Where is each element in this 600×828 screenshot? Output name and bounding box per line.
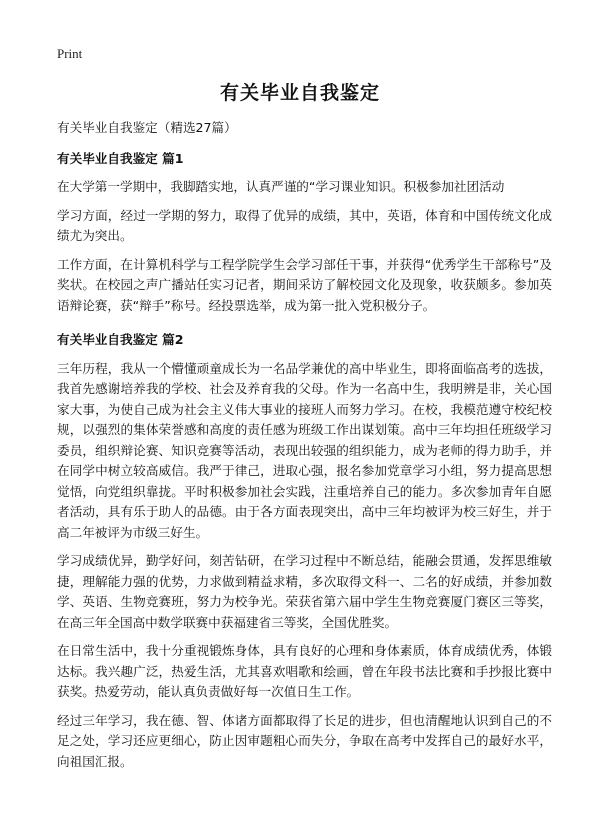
paragraph: 经过三年学习，我在德、智、体诸方面都取得了长足的进步，但也清醒地认识到自己的不足之处，学习还应更细心，防止因审题粗心而失分，争取在高考中发挥自己的最好水平，向祖国汇报。 [57, 712, 552, 769]
section-heading-1: 有关毕业自我鉴定 篇1 [57, 150, 184, 166]
paragraph: 三年历程，我从一个懵懂顽童成长为一名品学兼优的高中毕业生，即将面临高考的选拔，我首先感谢培养我的学校、社会及养育我的父母。作为一名高中生，我明辨是非，关心国家大事，为使自己成为社会主义伟大事业的接班人而努力学习。在校，我模范遵守校纪校规，以强烈的集体荣誉感和高度的责任感为班级工作出谋划策。高中三年均担任班级学习委员，组织辩论赛、知识竞赛等活动，表现出较强的组织能力，成为老师的得力助手，并在同学中树立较高威信。我严于律己，进取心强，报名参加党章学习小组，努力提高思想觉悟，向党组织靠拢。平时积极参加社会实践，注重培养自己的能力。多次参加青年自愿者活动，具有乐于助人的品德。由于各方面表现突出，高中三年均被评为校三好生，并于高二年被评为市级三好生。 [57, 360, 552, 540]
paragraph: 在大学第一学期中，我脚踏实地，认真严谨的“学习课业知识。积极参加社团活动 [57, 179, 505, 194]
paragraph: 学习成绩优异，勤学好问，刻苦钻研，在学习过程中不断总结，能融会贯通，发挥思维敏捷，理解能力强的优势，力求做到精益求精，多次取得文科一、二名的好成绩，并参加数学、英语、生物竞赛班，努力为校争光。荣获省第六届中学生生物竞赛厦门赛区三等奖，在高三年全国高中数学联赛中获福建省三等奖，全国优胜奖。 [57, 553, 552, 630]
paragraph: 在日常生活中，我十分重视锻炼身体，具有良好的心理和身体素质，体育成绩优秀，体锻达标。我兴趣广泛，热爱生活，尤其喜欢唱歌和绘画，曾在年段书法比赛和手抄报比赛中获奖。热爱劳动，能认真负责做好每一次值日生工作。 [57, 643, 552, 699]
document-body [57, 118, 552, 780]
document-subtitle: 有关毕业自我鉴定（精选27篇） [57, 120, 237, 135]
print-link[interactable]: Print [57, 46, 83, 61]
paragraph: 学习方面，经过一学期的努力，取得了优异的成绩，其中，英语，体育和中国传统文化成绩尤为突出。 [57, 207, 552, 243]
section-heading-2: 有关毕业自我鉴定 篇2 [57, 332, 184, 347]
page-title: 有关毕业自我鉴定 [219, 82, 380, 104]
paragraph: 工作方面，在计算机科学与工程学院学生会学习部任干事，并获得“优秀学生干部称号”及奖状。在校园之声广播站任实习记者，期间采访了解校园文化及现象，收获颇多。参加英语辩论赛，获“辩手”称号。经投票选举，成为第一批入党积极分子。 [57, 256, 552, 313]
